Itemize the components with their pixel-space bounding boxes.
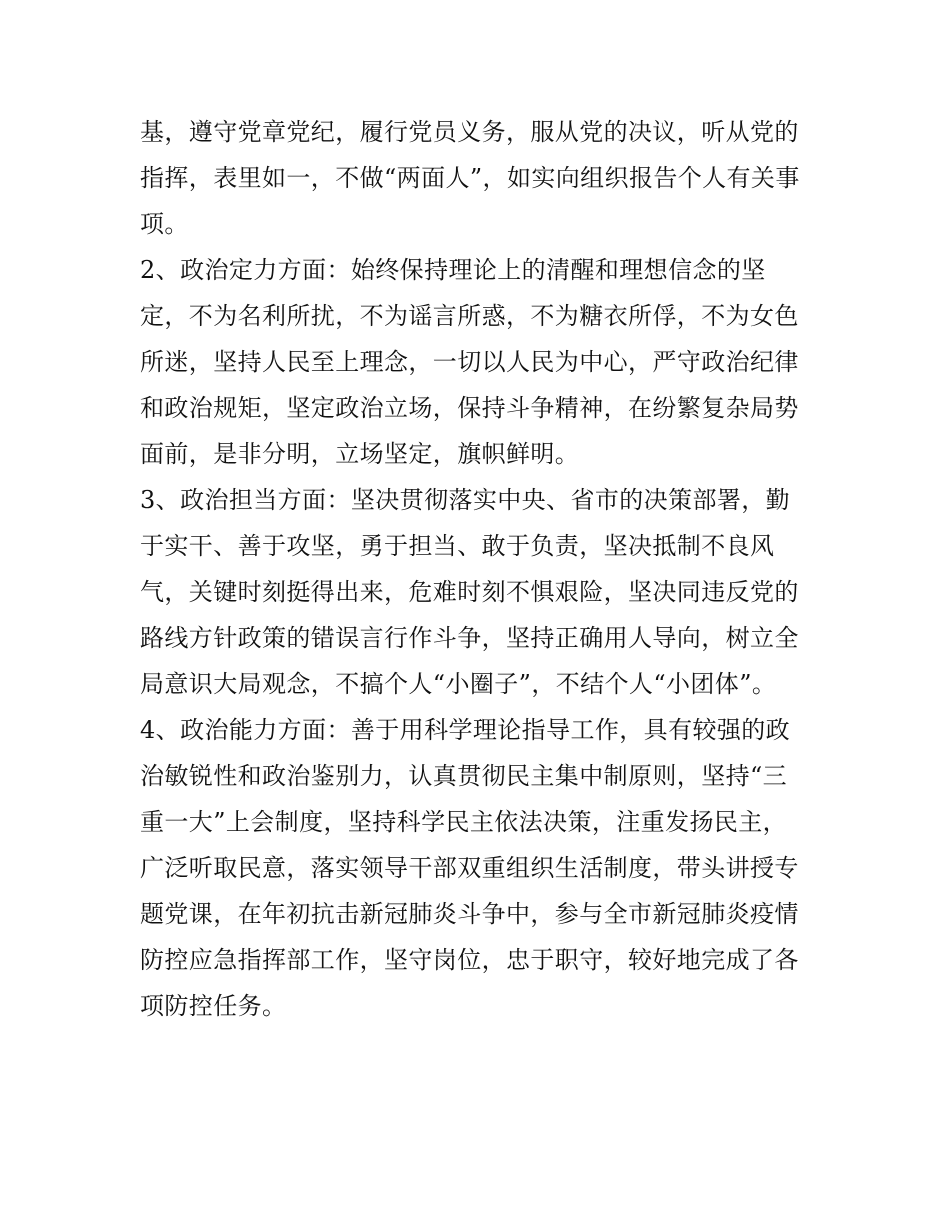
text-line: 局意识大局观念，不搞个人“小圈子”，不结个人“小团体”。 (140, 670, 777, 698)
text-line: 题党课，在年初抗击新冠肺炎斗争中，参与全市新冠肺炎疫情 (140, 900, 799, 928)
section-3-heading-line: 3、政治担当方面：坚决贯彻落实中央、省市的决策部署，勤 (140, 486, 791, 514)
text-line: 项。 (140, 210, 189, 238)
text-line: 面前，是非分明，立场坚定，旗帜鲜明。 (140, 440, 580, 468)
text-line: 气，关键时刻挺得出来，危难时刻不惧艰险，坚决同违反党的 (140, 578, 799, 606)
text-line: 广泛听取民意，落实领导干部双重组织生活制度，带头讲授专 (140, 854, 799, 882)
section-4-heading-line: 4、政治能力方面：善于用科学理论指导工作，具有较强的政 (140, 716, 791, 744)
text-line: 重一大”上会制度，坚持科学民主依法决策，注重发扬民主， (140, 808, 788, 836)
text-line: 治敏锐性和政治鉴别力，认真贯彻民主集中制原则，坚持“三 (140, 762, 788, 790)
text-line: 定，不为名利所扰，不为谣言所惑，不为糖衣所俘，不为女色 (140, 302, 799, 330)
document-body (140, 109, 820, 1029)
text-line: 所迷，坚持人民至上理念，一切以人民为中心，严守政治纪律 (140, 348, 799, 376)
text-line: 指挥，表里如一，不做“两面人”，如实向组织报告个人有关事 (140, 164, 800, 192)
text-line: 项防控任务。 (140, 992, 287, 1020)
text-line: 基，遵守党章党纪，履行党员义务，服从党的决议，听从党的 (140, 118, 799, 146)
text-line: 防控应急指挥部工作，坚守岗位，忠于职守，较好地完成了各 (140, 946, 799, 974)
text-line: 和政治规矩，坚定政治立场，保持斗争精神，在纷繁复杂局势 (140, 394, 799, 422)
text-line: 于实干、善于攻坚，勇于担当、敢于负责，坚决抵制不良风 (140, 532, 775, 560)
text-line: 路线方针政策的错误言行作斗争，坚持正确用人导向，树立全 (140, 624, 799, 652)
section-2-heading-line: 2、政治定力方面：始终保持理论上的清醒和理想信念的坚 (140, 256, 766, 284)
